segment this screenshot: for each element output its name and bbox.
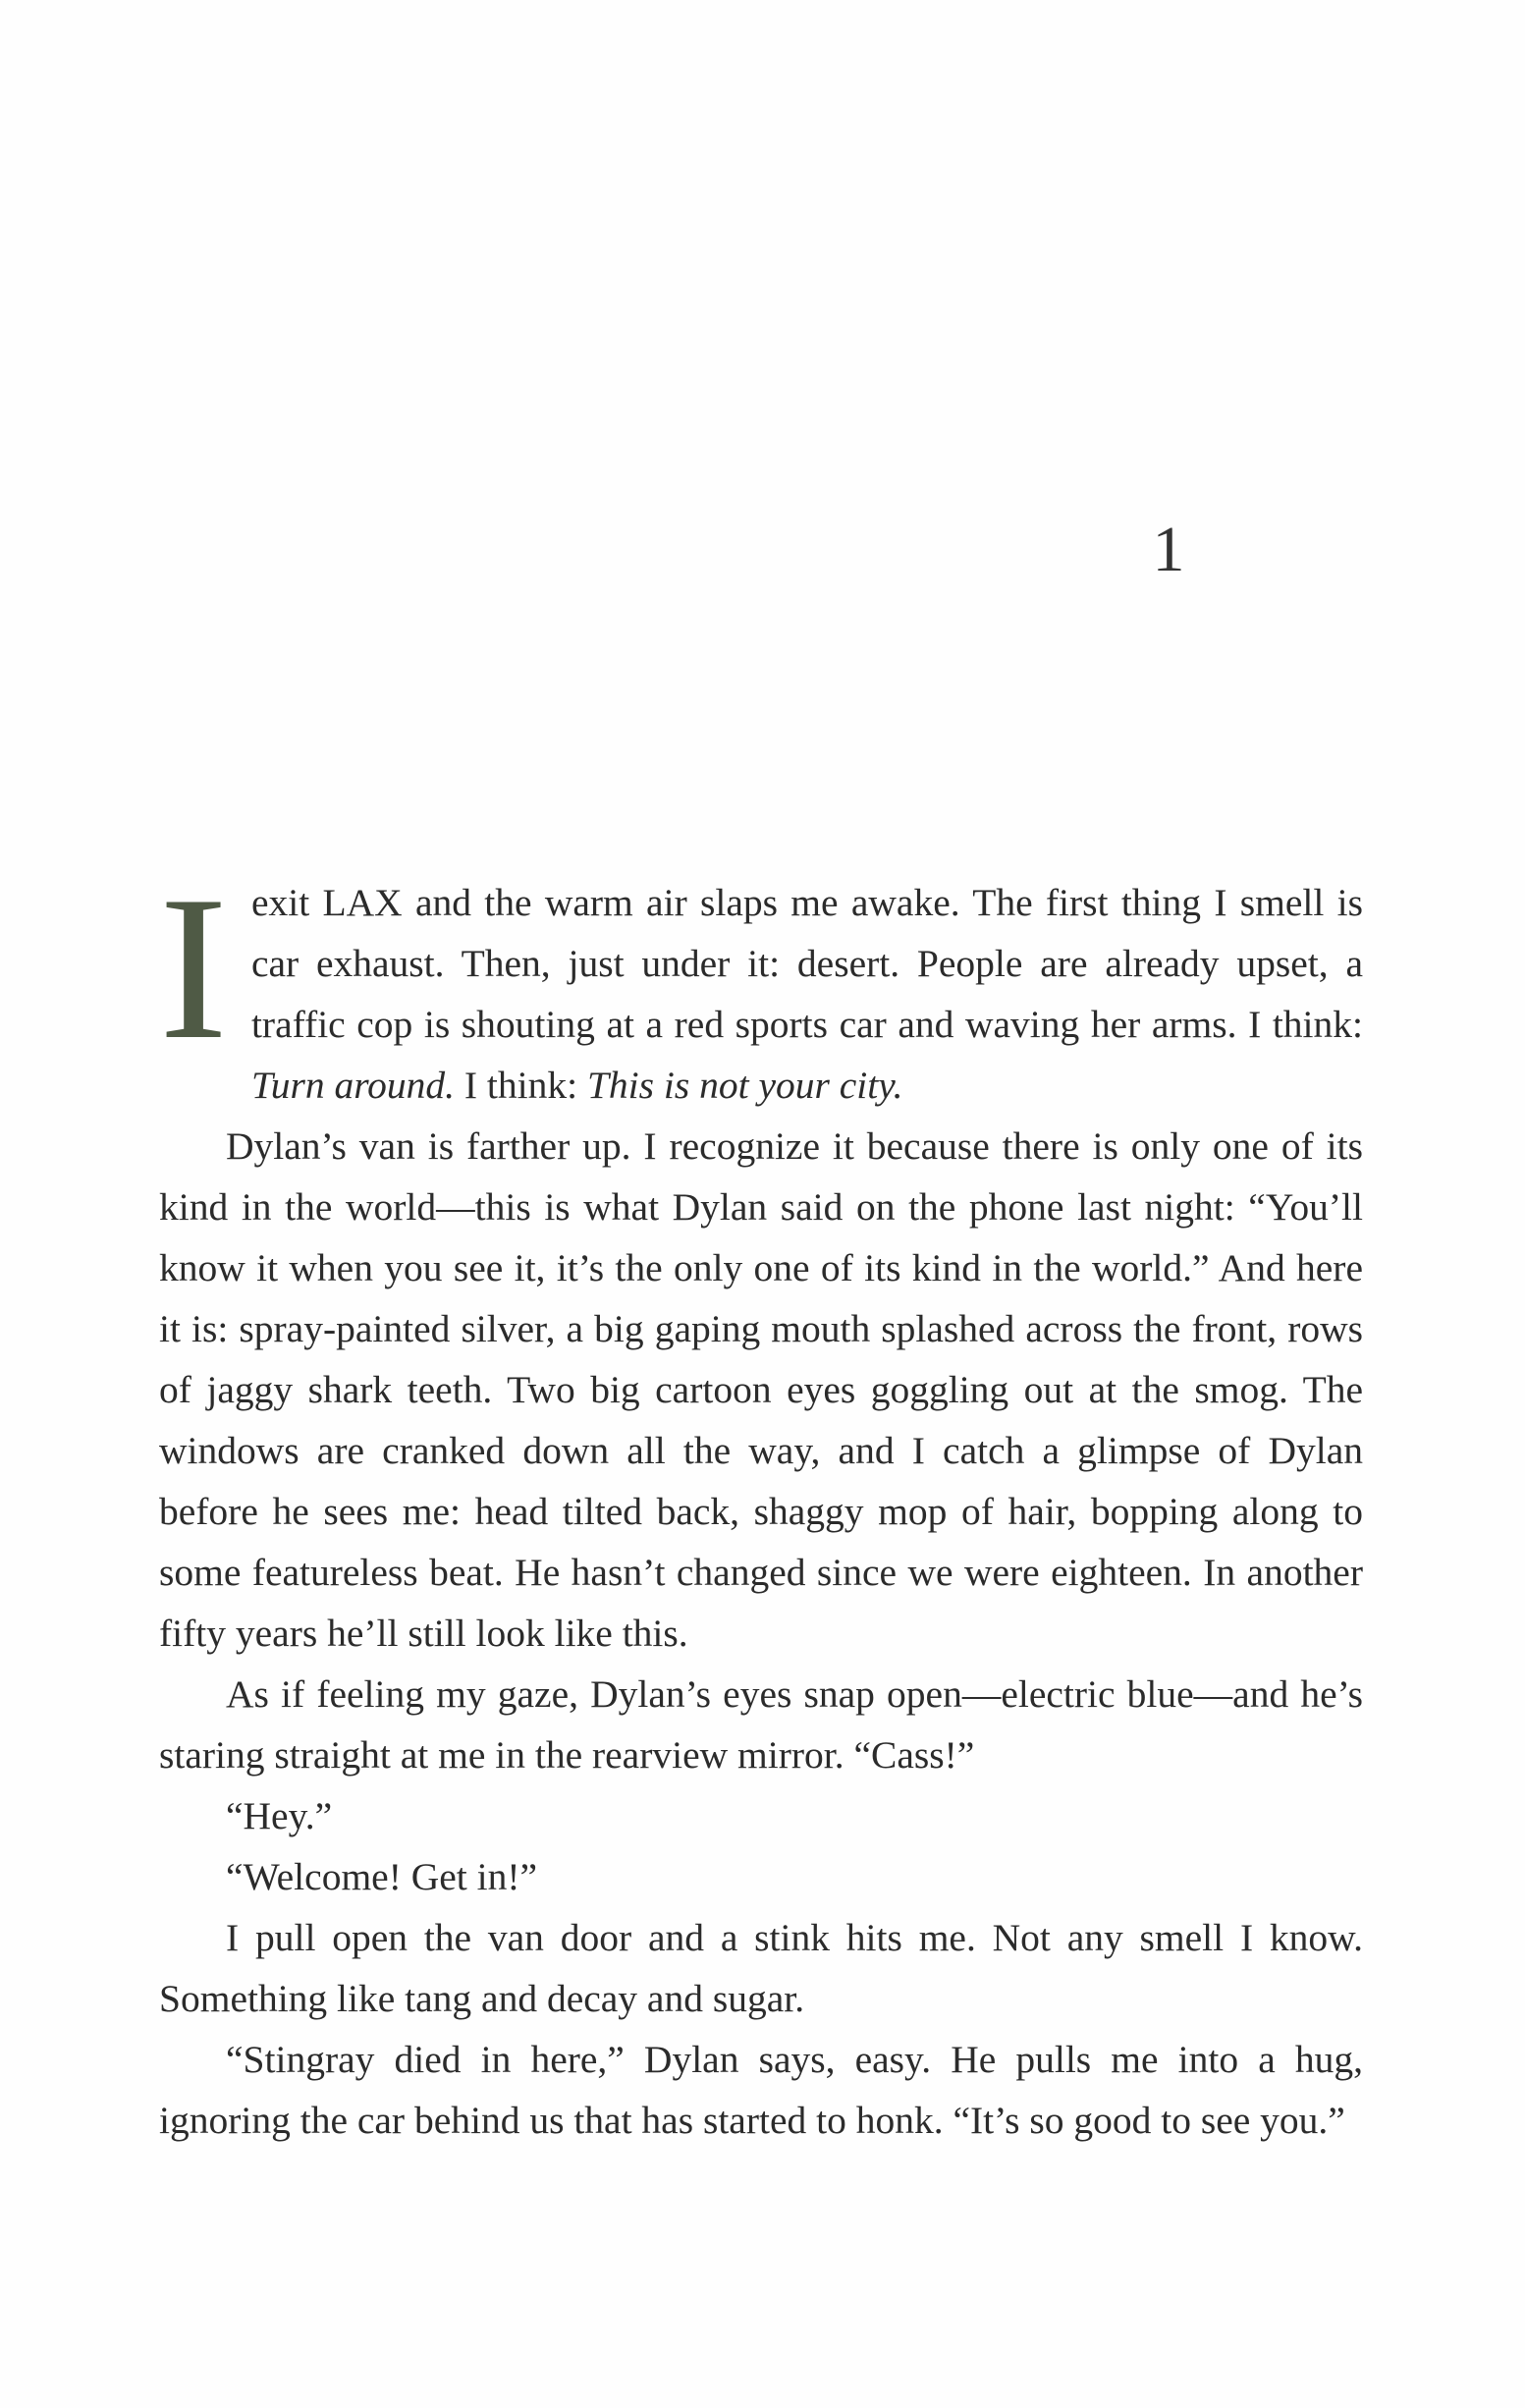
paragraph-gaze: As if feeling my gaze, Dylan’s eyes snap open—electric blue—and he’s staring straight at me in the rearview mirror. “Cass!”	[159, 1672, 1363, 1777]
chapter-body	[159, 854, 1363, 2151]
paragraph-hey: “Hey.”	[226, 1794, 333, 1837]
drop-cap: I	[159, 854, 228, 1082]
chapter-number: 1	[1152, 514, 1185, 585]
opening-italic-turn-around: Turn around.	[250, 1064, 456, 1107]
opening-mid-text: I think:	[455, 1064, 587, 1107]
opening-lead-text: exit LAX and the warm air slaps me awake. The first thing I smell is car exhaust. Then, just under it: desert. People are already upset, a traffic cop is shouting at a red sports car and waving her arms. I think:	[250, 881, 1363, 1046]
paragraph-stingray: “Stingray died in here,” Dylan says, easy. He pulls me into a hug, ignoring the car behind us that has started to honk. “It’s so good to see you.”	[159, 2038, 1363, 2142]
opening-italic-not-your-city: This is not your city.	[586, 1064, 903, 1107]
paragraph-van: Dylan’s van is farther up. I recognize it because there is only one of its kind in the world—this is what Dylan said on the phone last night: “You’ll know it when you see it, it’s the only one of its kind in the world.” And here it is: spray-painted silver, a big gaping mouth splashed across the front, rows of jaggy shark teeth. Two big cartoon eyes goggling out at the smog. The windows are cranked down all the way, and I catch a glimpse of Dylan before he sees me: head tilted back, shaggy mop of hair, bopping along to some featureless beat. He hasn’t changed since we were eighteen. In another fifty years he’ll still look like this.	[159, 1124, 1363, 1655]
paragraph-welcome: “Welcome! Get in!”	[226, 1855, 538, 1898]
paragraph-stink: I pull open the van door and a stink hits me. Not any smell I know. Something like tang and decay and sugar.	[159, 1916, 1363, 2020]
opening-paragraph	[159, 854, 1363, 1116]
